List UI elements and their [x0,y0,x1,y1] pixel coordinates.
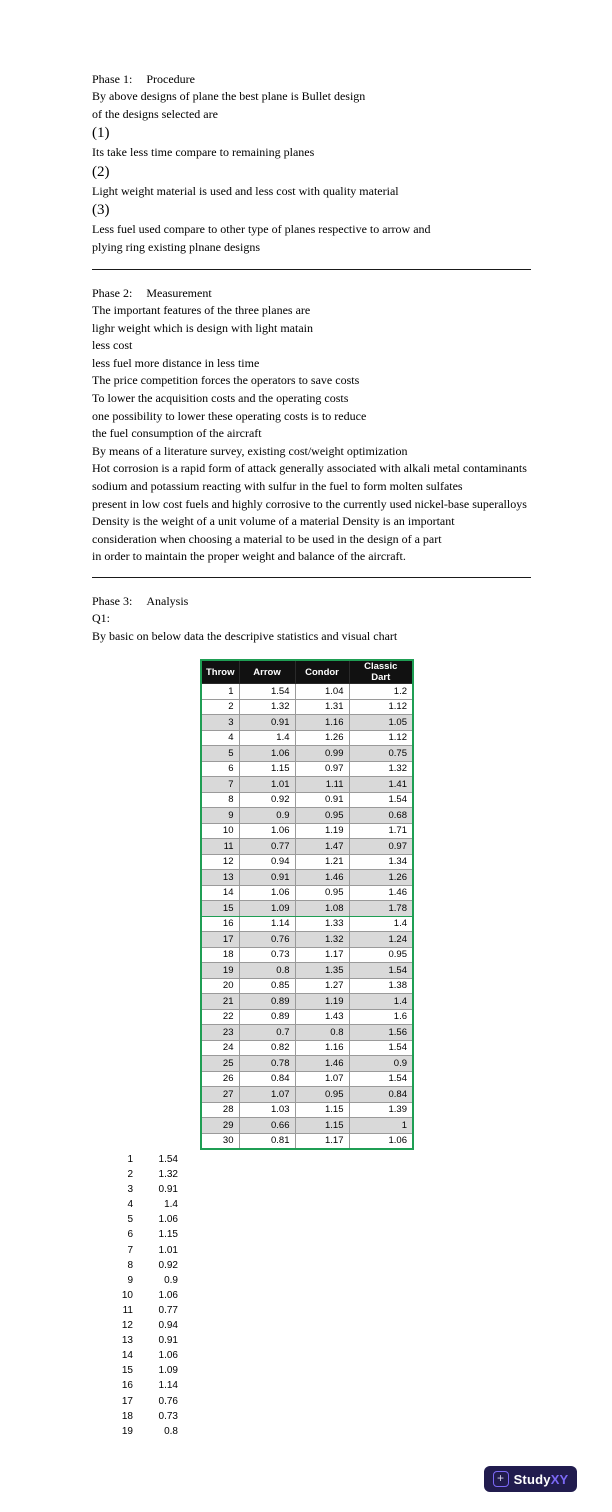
table-cell: 1 [201,684,239,700]
table-cell: 0.7 [239,1025,295,1041]
table-row [201,870,413,886]
phase2-body [92,302,552,566]
value-row [92,1350,178,1365]
table-cell: 19 [201,963,239,979]
text-line: By above designs of plane the best plane is Bullet design [92,89,366,103]
table-row [201,761,413,777]
table-cell: 17 [201,932,239,948]
table-cell: 0.94 [239,854,295,870]
table-row [201,1025,413,1041]
text-line: sodium and potassium reacting with sulfur in the fuel to form molten sulfates [92,478,463,493]
table-cell: 1.07 [295,1071,349,1087]
table-cell: 0.99 [295,746,349,762]
table-cell: 1.08 [295,901,349,917]
brand-name [514,1472,569,1487]
table-cell: 1.04 [295,684,349,700]
table-cell: 27 [201,1087,239,1103]
row-value: 0.94 [158,1320,178,1332]
phase2-heading [92,284,552,302]
table-cell: 0.89 [239,1009,295,1025]
table-cell: 0.95 [295,1087,349,1103]
table-cell: 1.54 [239,684,295,700]
throws-table-wrap [200,659,414,1150]
row-value: 1.06 [158,1289,178,1301]
table-cell: 7 [201,777,239,793]
table-row [201,1009,413,1025]
value-row [92,1380,178,1395]
table-cell: 18 [201,947,239,963]
table-cell: 1.14 [239,916,295,932]
table-row [201,854,413,870]
table-cell: 11 [201,839,239,855]
text-line: present in low cost fuels and highly corrosive to the currently used nickel-base superalloys [92,496,527,511]
table-row [201,1056,413,1072]
table-cell: 0.97 [349,839,413,855]
table-cell: 0.66 [239,1118,295,1134]
text-line: The important features of the three planes are [92,303,311,317]
row-index: 4 [127,1199,133,1211]
table-row [201,885,413,901]
row-value: 1.15 [158,1229,178,1241]
table-cell: 1.17 [295,1133,349,1149]
table-row [201,1102,413,1118]
table-cell: 1.17 [295,947,349,963]
table-cell: 0.95 [349,947,413,963]
row-value: 1.14 [158,1380,178,1392]
value-row [92,1396,178,1411]
phase1-section [92,70,552,257]
table-cell: 1.07 [239,1087,295,1103]
table-cell: 0.95 [295,885,349,901]
value-row [92,1169,178,1184]
phase3-label: Phase 3: [92,594,133,608]
studyxy-logo[interactable] [484,1466,577,1492]
value-row [92,1305,178,1320]
table-cell: 23 [201,1025,239,1041]
table-cell: 1.43 [295,1009,349,1025]
value-row [92,1229,178,1244]
list-marker: (1) [92,125,110,142]
value-row [92,1260,178,1275]
table-row [201,699,413,715]
table-cell: 1.06 [239,746,295,762]
table-row [201,1087,413,1103]
table-row [201,963,413,979]
table-cell: 28 [201,1102,239,1118]
table-cell: 1.21 [295,854,349,870]
table-cell: 25 [201,1056,239,1072]
text-line: Less fuel used compare to other type of planes respective to arrow and [92,222,431,237]
table-cell: 1.33 [295,916,349,932]
table-cell: 1.4 [349,994,413,1010]
row-value: 0.73 [158,1410,178,1422]
table-cell: 1.09 [239,901,295,917]
row-index: 7 [127,1244,133,1256]
row-index: 16 [121,1380,133,1392]
table-cell: 1.16 [295,1040,349,1056]
phase1-heading [92,70,552,88]
table-cell: 1.46 [295,870,349,886]
table-cell: 1.4 [349,916,413,932]
row-value: 1.06 [158,1214,178,1226]
text-line: To lower the acquisition costs and the operating costs [92,390,349,405]
table-cell: 1.12 [349,699,413,715]
table-row [201,916,413,932]
table-cell: 3 [201,715,239,731]
section-divider-1 [92,269,531,270]
table-row [201,684,413,700]
table-cell: 1.24 [349,932,413,948]
arrow-values-list [92,1154,178,1441]
table-cell: 16 [201,916,239,932]
table-cell: 26 [201,1071,239,1087]
phase1-title: Procedure [146,72,195,86]
phase2-section [92,284,552,566]
table-cell: 0.77 [239,839,295,855]
table-row [201,1040,413,1056]
row-value: 0.92 [158,1259,178,1271]
row-index: 8 [127,1259,133,1271]
row-index: 12 [121,1320,133,1332]
phase3-title: Analysis [146,594,189,608]
table-cell: 1.06 [349,1133,413,1149]
table-cell: 0.92 [239,792,295,808]
row-index: 17 [121,1395,133,1407]
text-line: less cost [92,338,133,353]
table-row [201,932,413,948]
text-line: Hot corrosion is a rapid form of attack generally associated with alkali metal contaminants [92,461,527,476]
table-cell: 1.4 [239,730,295,746]
row-index: 11 [122,1304,133,1316]
table-cell: 0.75 [349,746,413,762]
table-cell: 1.78 [349,901,413,917]
text-line: Light weight material is used and less cost with quality material [92,183,399,198]
table-cell: 0.73 [239,947,295,963]
table-cell: 0.95 [295,808,349,824]
column-header: Condor [295,660,349,684]
table-cell: 1.06 [239,885,295,901]
table-cell: 2 [201,699,239,715]
table-cell: 1.47 [295,839,349,855]
text-line: Its take less time compare to remaining planes [92,145,315,160]
table-cell: 1.54 [349,1040,413,1056]
row-index: 2 [127,1169,133,1181]
text-line: plying ring existing plnane designs [92,239,260,254]
row-index: 18 [121,1410,133,1422]
row-value: 1.54 [158,1154,178,1165]
row-index: 5 [127,1214,133,1226]
phase1-label: Phase 1: [92,72,133,86]
table-row [201,823,413,839]
table-cell: 1.05 [349,715,413,731]
table-header-row [201,660,413,684]
table-cell: 0.84 [239,1071,295,1087]
table-cell: 1.32 [239,699,295,715]
table-cell: 1.6 [349,1009,413,1025]
table-cell: 1.32 [295,932,349,948]
table-cell: 1.11 [295,777,349,793]
value-row [92,1199,178,1214]
table-cell: 0.68 [349,808,413,824]
list-marker: (3) [92,202,110,219]
row-value: 0.76 [158,1395,178,1407]
table-cell: 1.54 [349,792,413,808]
column-header: Classic Dart [349,660,413,684]
row-value: 1.32 [158,1169,178,1181]
table-cell: 0.82 [239,1040,295,1056]
table-cell: 1.01 [239,777,295,793]
table-cell: 0.91 [239,715,295,731]
value-row [92,1365,178,1380]
row-index: 1 [127,1154,133,1165]
table-cell: 0.97 [295,761,349,777]
value-row [92,1275,178,1290]
phase2-label: Phase 2: [92,286,133,300]
table-row [201,1118,413,1134]
table-cell: 0.85 [239,978,295,994]
text-line: The price competition forces the operators to save costs [92,373,360,388]
table-cell: 24 [201,1040,239,1056]
table-cell: 1.54 [349,963,413,979]
text-line: Density is the weight of a unit volume of a material Density is an important [92,514,455,529]
table-cell: 0.8 [295,1025,349,1041]
table-cell: 4 [201,730,239,746]
text-line: consideration when choosing a material to be used in the design of a part [92,531,442,546]
row-value: 0.91 [158,1335,178,1347]
brand-name-accent: XY [550,1471,569,1487]
table-cell: 1 [349,1118,413,1134]
table-cell: 0.8 [239,963,295,979]
table-cell: 1.03 [239,1102,295,1118]
table-cell: 1.06 [239,823,295,839]
table-cell: 9 [201,808,239,824]
row-index: 19 [121,1425,133,1437]
table-cell: 1.34 [349,854,413,870]
table-cell: 1.26 [295,730,349,746]
table-row [201,978,413,994]
table-row [201,792,413,808]
table-cell: 1.26 [349,870,413,886]
table-row [201,1071,413,1087]
table-cell: 1.32 [349,761,413,777]
value-row [92,1214,178,1229]
table-cell: 1.15 [295,1118,349,1134]
table-cell: 1.19 [295,823,349,839]
text-line: the fuel consumption of the aircraft [92,426,262,441]
table-cell: 1.41 [349,777,413,793]
table-row [201,777,413,793]
table-cell: 0.76 [239,932,295,948]
table-cell: 1.46 [349,885,413,901]
table-cell: 1.38 [349,978,413,994]
row-value: 0.91 [158,1184,178,1196]
text-line: less fuel more distance in less time [92,355,260,370]
table-cell: 0.89 [239,994,295,1010]
table-row [201,746,413,762]
table-cell: 1.54 [349,1071,413,1087]
value-row [92,1290,178,1305]
table-cell: 0.84 [349,1087,413,1103]
table-cell: 13 [201,870,239,886]
phase2-title: Measurement [146,286,212,300]
table-cell: 12 [201,854,239,870]
text-line: one possibility to lower these operating costs is to reduce [92,408,367,423]
throws-data-table [200,659,414,1150]
table-cell: 20 [201,978,239,994]
value-row [92,1320,178,1335]
table-row [201,947,413,963]
table-cell: 1.31 [295,699,349,715]
table-cell: 1.56 [349,1025,413,1041]
value-row [92,1184,178,1199]
brand-name-primary: Study [513,1471,551,1487]
table-cell: 1.19 [295,994,349,1010]
table-cell: 1.39 [349,1102,413,1118]
table-cell: 1.12 [349,730,413,746]
column-header: Throw [201,660,239,684]
value-row [92,1335,178,1350]
table-cell: 6 [201,761,239,777]
table-row [201,839,413,855]
row-index: 14 [121,1350,133,1362]
text-line: By means of a literature survey, existing cost/weight optimization [92,443,408,458]
table-cell: 0.81 [239,1133,295,1149]
text-line: in order to maintain the proper weight and balance of the aircraft. [92,549,406,564]
column-header: Arrow [239,660,295,684]
table-cell: 0.91 [239,870,295,886]
phase1-body [92,88,552,257]
table-cell: 22 [201,1009,239,1025]
table-cell: 0.9 [239,808,295,824]
phase3-heading [92,592,552,610]
row-index: 9 [127,1274,133,1286]
table-cell: 1.35 [295,963,349,979]
table-cell: 1.15 [239,761,295,777]
table-cell: 14 [201,885,239,901]
value-row [92,1245,178,1260]
row-value: 0.9 [164,1274,178,1286]
row-value: 1.09 [158,1365,178,1377]
row-value: 0.8 [164,1425,178,1437]
text-line: lighr weight which is design with light matain [92,320,313,335]
table-row [201,808,413,824]
table-cell: 1.16 [295,715,349,731]
table-cell: 29 [201,1118,239,1134]
value-row [92,1411,178,1426]
table-cell: 1.2 [349,684,413,700]
phase3-section [92,592,552,645]
table-cell: 0.91 [295,792,349,808]
table-row [201,994,413,1010]
row-value: 0.77 [158,1304,178,1316]
table-cell: 15 [201,901,239,917]
table-row [201,1133,413,1149]
table-cell: 1.27 [295,978,349,994]
table-cell: 0.9 [349,1056,413,1072]
table-cell: 5 [201,746,239,762]
row-index: 3 [127,1184,133,1196]
table-cell: 21 [201,994,239,1010]
list-marker: (2) [92,163,110,180]
row-index: 10 [121,1289,133,1301]
row-index: 6 [127,1229,133,1241]
table-cell: 1.15 [295,1102,349,1118]
row-index: 13 [121,1335,133,1347]
table-row [201,715,413,731]
section-divider-2 [92,577,531,578]
value-row [92,1426,178,1441]
phase3-intro: By basic on below data the descripive statistics and visual chart [92,628,398,643]
row-index: 15 [121,1365,133,1377]
table-row [201,730,413,746]
value-row [92,1154,178,1169]
text-line: of the designs selected are [92,106,218,121]
table-cell: 1.46 [295,1056,349,1072]
table-row [201,901,413,917]
row-value: 1.06 [158,1350,178,1362]
row-value: 1.01 [158,1244,178,1256]
table-cell: 30 [201,1133,239,1149]
row-value: 1.4 [164,1199,178,1211]
table-cell: 0.78 [239,1056,295,1072]
q1-label: Q1: [92,611,110,625]
plus-icon: + [493,1471,509,1487]
table-cell: 1.71 [349,823,413,839]
table-cell: 8 [201,792,239,808]
table-cell: 10 [201,823,239,839]
